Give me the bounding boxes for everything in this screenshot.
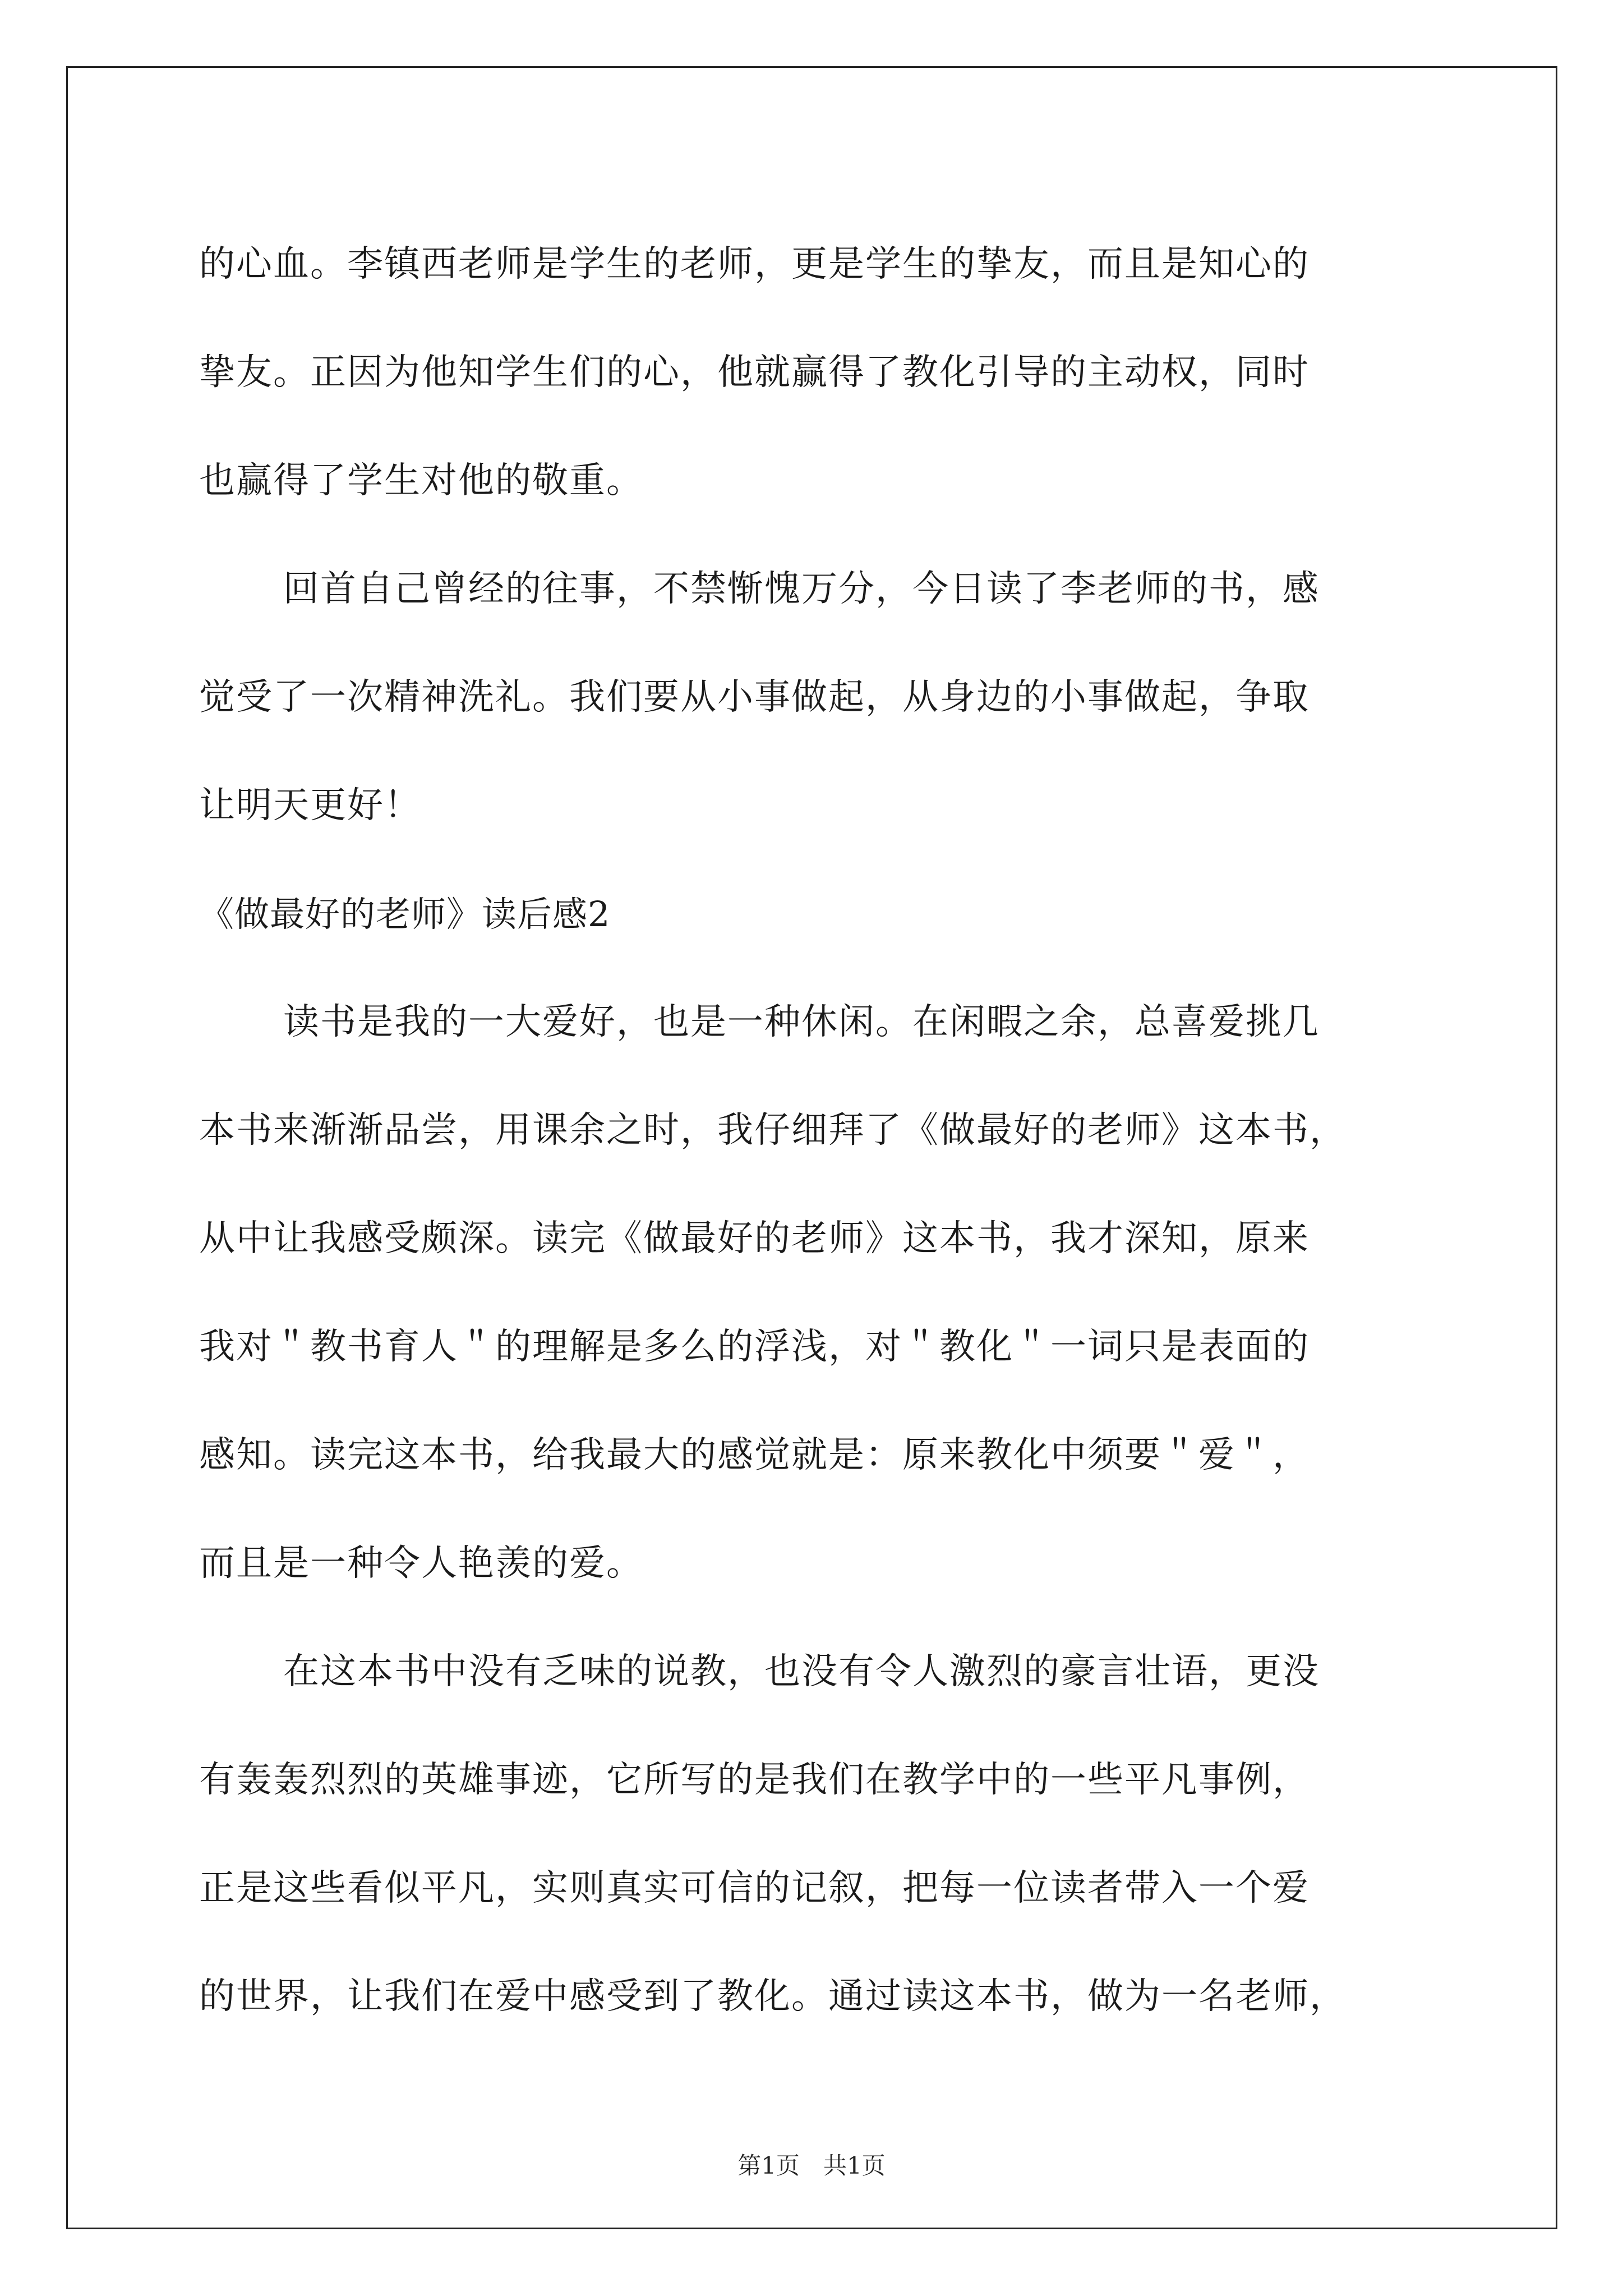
paragraph-line: 觉受了一次精神洗礼。我们要从小事做起，从身边的小事做起，争取 <box>199 677 1310 718</box>
paragraph-line: 在这本书中没有乏味的说教，也没有令人激烈的豪言壮语，更没 <box>283 1651 1320 1692</box>
paragraph-line: 读书是我的一大爱好，也是一种休闲。在闲暇之余，总喜爱挑几 <box>283 1001 1320 1043</box>
paragraph-line: 让明天更好！ <box>199 785 421 826</box>
paragraph-line: 也赢得了学生对他的敬重。 <box>199 460 643 501</box>
page-footer: 第1页 共1页 <box>737 2152 886 2179</box>
paragraph-line: 我对＂教书育人＂的理解是多么的浮浅，对＂教化＂一词只是表面的 <box>199 1326 1310 1368</box>
paragraph-line: 的心血。李镇西老师是学生的老师，更是学生的挚友，而且是知心的 <box>199 243 1310 285</box>
paragraph-line: 从中让我感受颇深。读完《做最好的老师》这本书，我才深知，原来 <box>199 1218 1310 1259</box>
paragraph-line: 本书来渐渐品尝，用课余之时，我仔细拜了《做最好的老师》这本书， <box>199 1110 1347 1151</box>
paragraph-line: 有轰轰烈烈的英雄事迹，它所写的是我们在教学中的一些平凡事例， <box>199 1759 1310 1801</box>
paragraph-line: 正是这些看似平凡，实则真实可信的记叙，把每一位读者带入一个爱 <box>199 1867 1310 1909</box>
paragraph-line: 挚友。正因为他知学生们的心，他就赢得了教化引导的主动权，同时 <box>199 352 1310 393</box>
section-heading: 《做最好的老师》读后感2 <box>199 894 611 935</box>
paragraph-line: 回首自己曾经的往事，不禁惭愧万分，今日读了李老师的书，感 <box>283 568 1320 610</box>
paragraph-line: 而且是一种令人艳羡的爱。 <box>199 1543 643 1584</box>
document-body <box>199 210 1433 2051</box>
paragraph-line: 感知。读完这本书，给我最大的感觉就是：原来教化中须要＂爱＂， <box>199 1434 1310 1476</box>
paragraph-line: 的世界，让我们在爱中感受到了教化。通过读这本书，做为一名老师， <box>199 1976 1347 2017</box>
